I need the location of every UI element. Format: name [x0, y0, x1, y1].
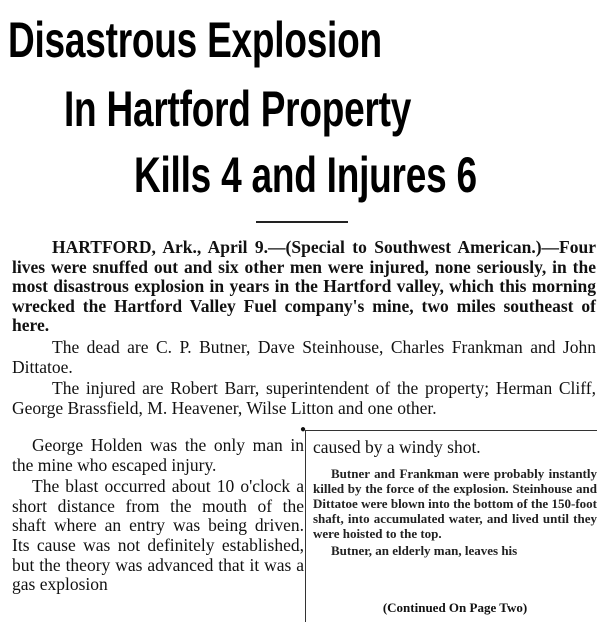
headline-line-3: Kills 4 and Injures 6	[134, 147, 477, 203]
column-divider	[305, 430, 306, 622]
headline-line-1: Disastrous Explosion	[8, 12, 382, 68]
right-paragraph-1: Butner and Frankman were probably instantly killed by the force of the explosion. Steinhouse and Dittatoe were blown into the bottom of the 150-foot shaft, into accumulated water, and lived until they were hoisted to the top.	[313, 465, 597, 542]
right-column	[313, 438, 597, 558]
left-column	[12, 436, 304, 595]
dateline: HARTFORD, Ark., April 9.—(Special to Southwest American.)—	[52, 237, 560, 257]
article-lead-section	[12, 238, 596, 418]
right-paragraph-2: Butner, an elderly man, leaves his	[331, 542, 518, 558]
continued-on-note: (Continued On Page Two)	[382, 600, 528, 615]
headline-line-2: In Hartford Property	[64, 81, 412, 137]
lead-paragraph	[12, 238, 596, 336]
column-box-top-rule	[305, 430, 597, 431]
left-paragraph-1: George Holden was the only man in the mine who escaped injury.	[12, 435, 304, 475]
dead-paragraph: The dead are C. P. Butner, Dave Steinhouse, Charles Frankman and John Dittatoe.	[12, 336, 596, 377]
right-continuation-line: caused by a windy shot.	[313, 437, 481, 457]
headline-rule	[256, 221, 348, 223]
left-paragraph-2: The blast occurred about 10 o'clock a short distance from the mouth of the shaft where an entry was being driven. Its cause was not definitely established, but the theory was advanced that it was a gas explosion	[12, 476, 304, 595]
lead-text: Four lives were snuffed out and six other men were injured, none seriously, in the most disastrous explosion in years in the Hartford valley, which this morning wrecked the Hartford Valley Fuel company's mine, two miles southeast of here.	[12, 237, 596, 336]
injured-paragraph: The injured are Robert Barr, superintendent of the property; Herman Cliff, George Brassfield, M. Heavener, Wilse Litton and one other.	[12, 378, 596, 418]
dot-ornament-icon: ●	[300, 424, 307, 435]
